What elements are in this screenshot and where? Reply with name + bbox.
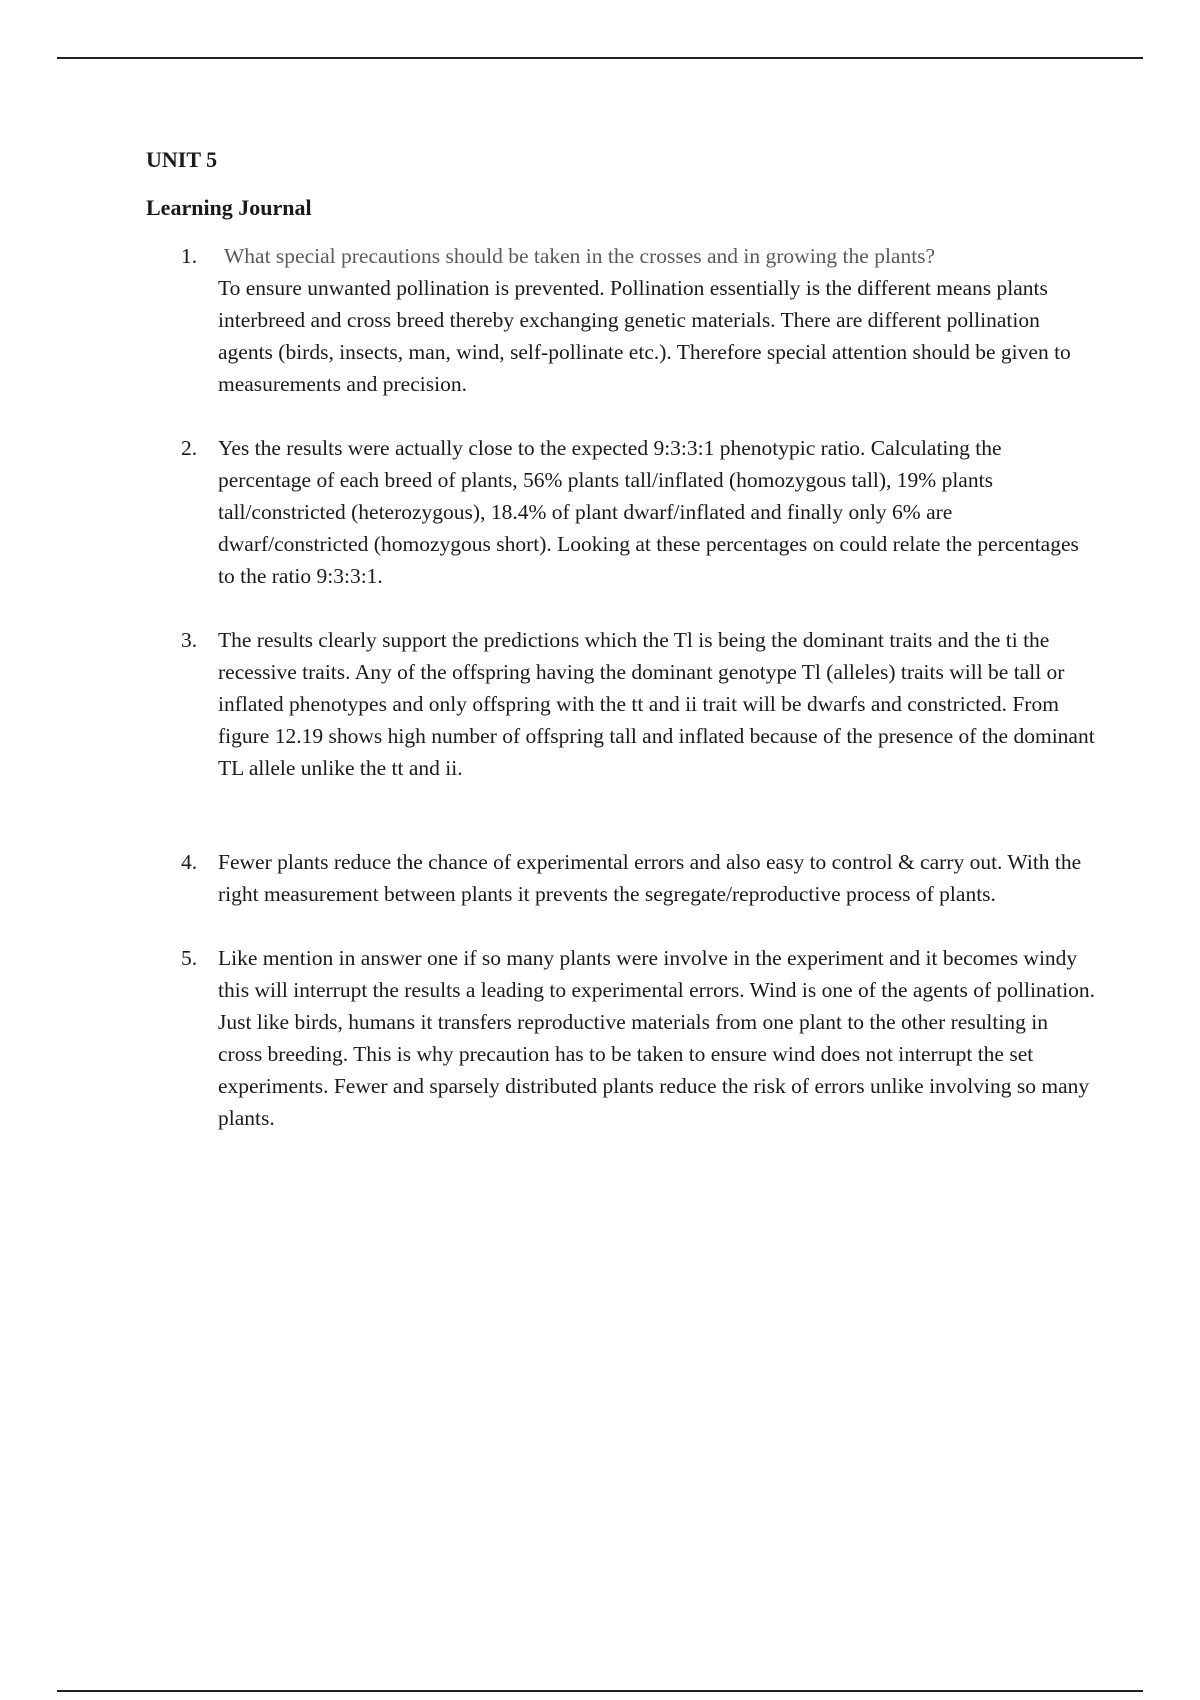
answer-text: Like mention in answer one if so many plants were involve in the experiment and it becomes windy this will interrupt the results a leading to experimental errors. Wind is one of the agents of pollination. Just like birds, humans it transfers reproductive materials from one plant to the other resulting in cross breeding. This is why precaution has to be taken to ensure wind does not interrupt the set experiments. Fewer and sparsely distributed plants reduce the risk of errors unlike involving so many plants. (218, 946, 1096, 1130)
answer-number: 4. (181, 850, 198, 874)
answer-number: 2. (181, 436, 198, 460)
answer-number: 5. (181, 946, 198, 970)
bottom-rule (57, 1690, 1143, 1692)
answer-text: Yes the results were actually close to the expected 9:3:3:1 phenotypic ratio. Calculating the percentage of each breed of plants, 56% plants tall/inflated (homozygous tall), 19% plants tall/constricted (heterozygous), 18.4% of plant dwarf/inflated and finally only 6% are dwarf/constricted (homozygous short). Looking at these percentages on could relate the percentages to the ratio 9:3:3:1. (218, 436, 1079, 588)
answer-list (146, 240, 1096, 1134)
answer-number: 1. (181, 244, 198, 268)
answer-text: The results clearly support the predictions which the Tl is being the dominant traits and the ti the recessive traits. Any of the offspring having the dominant genotype Tl (alleles) traits will be tall or inflated phenotypes and only offspring with the tt and ii trait will be dwarfs and constricted. From figure 12.19 shows high number of offspring tall and inflated because of the presence of the dominant TL allele unlike the tt and ii. (218, 628, 1095, 780)
answer-item-1 (146, 240, 1096, 400)
answer-item-3 (146, 624, 1096, 784)
answer-item-5 (146, 942, 1096, 1134)
question-text: What special precautions should be taken in the crosses and in growing the plants? (224, 244, 936, 268)
answer-number: 3. (181, 628, 198, 652)
answer-text: To ensure unwanted pollination is prevented. Pollination essentially is the different means plants interbreed and cross breed thereby exchanging genetic materials. There are different pollination agents (birds, insects, man, wind, self-pollinate etc.). Therefore special attention should be given to measurements and precision. (218, 276, 1071, 396)
answer-text: Fewer plants reduce the chance of experimental errors and also easy to control & carry out. With the right measurement between plants it prevents the segregate/reproductive process of plants. (218, 850, 1082, 906)
top-rule (57, 57, 1143, 59)
unit-heading: UNIT 5 (146, 147, 218, 172)
answer-item-2 (146, 432, 1096, 592)
document-page (146, 146, 1096, 1134)
answer-item-4 (146, 846, 1096, 910)
journal-heading: Learning Journal (146, 195, 312, 220)
